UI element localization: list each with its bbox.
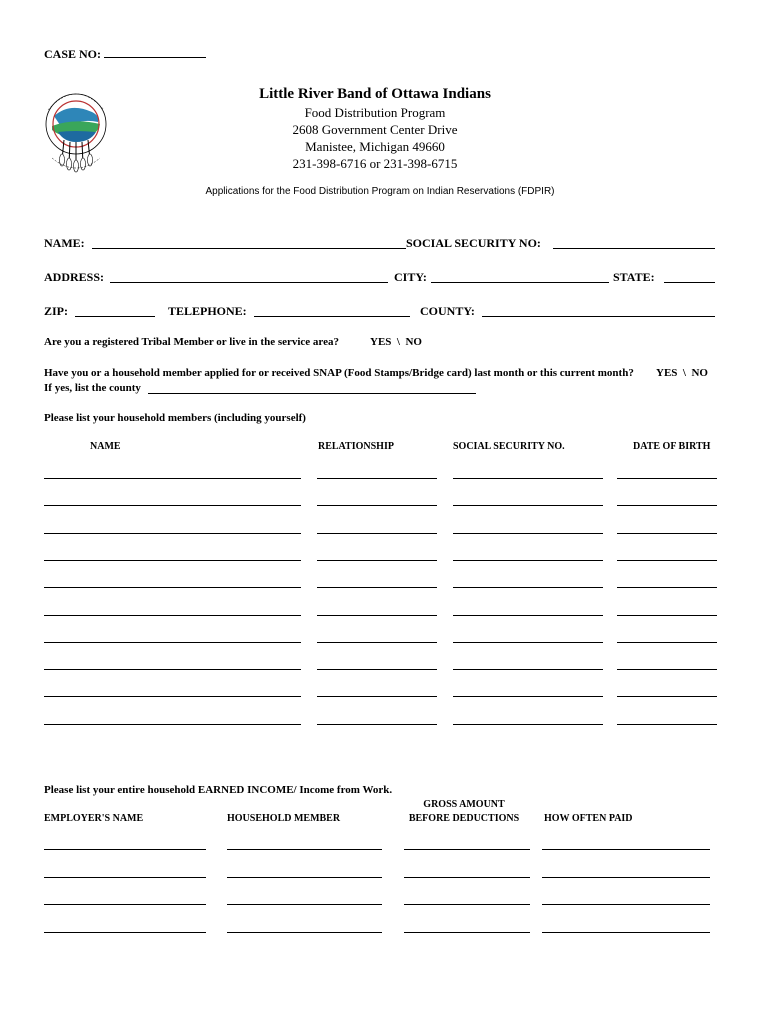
household-row-10-dob-line[interactable] [617,724,717,725]
household-row-2-dob-line[interactable] [617,505,717,506]
household-col-dob: DATE OF BIRTH [633,441,711,452]
household-row-6-dob-line[interactable] [617,615,717,616]
household-row-4-name-line[interactable] [44,560,301,561]
household-row-2-name-line[interactable] [44,505,301,506]
income-col-frequency: HOW OFTEN PAID [544,813,633,824]
state-label: STATE: [613,270,655,284]
household-row-3-name-line[interactable] [44,533,301,534]
household-row-1-relationship-line[interactable] [317,478,437,479]
household-row-9-ssn-line[interactable] [453,696,603,697]
income-row-2-employer-line[interactable] [44,877,206,878]
household-row-9-name-line[interactable] [44,696,301,697]
household-row-5-name-line[interactable] [44,587,301,588]
household-row-8-name-line[interactable] [44,669,301,670]
name-input-line[interactable] [92,248,406,249]
county-input-line[interactable] [482,316,715,317]
ssn-label: SOCIAL SECURITY NO: [406,236,541,250]
household-row-6-ssn-line[interactable] [453,615,603,616]
household-row-7-ssn-line[interactable] [453,642,603,643]
income-row-2-member-line[interactable] [227,877,382,878]
name-label: NAME: [44,236,85,250]
case-number-field [44,46,206,62]
household-row-8-ssn-line[interactable] [453,669,603,670]
household-row-2-ssn-line[interactable] [453,505,603,506]
income-row-4-frequency-line[interactable] [542,932,710,933]
address-line-1: 2608 Government Center Drive [292,122,458,137]
household-row-6-name-line[interactable] [44,615,301,616]
income-col-employer: EMPLOYER'S NAME [44,813,144,824]
household-row-10-ssn-line[interactable] [453,724,603,725]
household-row-9-relationship-line[interactable] [317,696,437,697]
income-row-4-gross-line[interactable] [404,932,530,933]
income-row-1-frequency-line[interactable] [542,849,710,850]
household-title: Please list your household members (including yourself) [44,412,306,424]
income-col-member: HOUSEHOLD MEMBER [227,813,341,824]
income-title: Please list your entire household EARNED INCOME/ Income from Work. [44,784,393,796]
household-row-1-dob-line[interactable] [617,478,717,479]
income-row-1-member-line[interactable] [227,849,382,850]
income-row-4-employer-line[interactable] [44,932,206,933]
case-number-line[interactable] [104,46,206,58]
income-row-2-frequency-line[interactable] [542,877,710,878]
snap-county-input-line[interactable] [148,393,476,394]
city-input-line[interactable] [431,282,609,283]
snap-question: Have you or a household member applied for or received SNAP (Food Stamps/Bridge card) last month or this current month? [44,367,634,379]
income-col-deductions: BEFORE DEDUCTIONS [408,813,520,824]
form-subtitle: Applications for the Food Distribution Program on Indian Reservations (FDPIR) [205,186,555,197]
household-row-1-ssn-line[interactable] [453,478,603,479]
household-col-name: NAME [90,441,121,452]
household-row-4-dob-line[interactable] [617,560,717,561]
household-row-7-relationship-line[interactable] [317,642,437,643]
household-row-1-name-line[interactable] [44,478,301,479]
address-line-2: Manistee, Michigan 49660 [305,139,445,154]
income-row-3-employer-line[interactable] [44,904,206,905]
household-row-3-dob-line[interactable] [617,533,717,534]
income-col-gross: GROSS AMOUNT [423,799,505,810]
tribal-member-options[interactable]: YES \ NO [370,336,422,348]
income-row-3-member-line[interactable] [227,904,382,905]
income-row-3-gross-line[interactable] [404,904,530,905]
household-row-8-relationship-line[interactable] [317,669,437,670]
state-input-line[interactable] [664,282,715,283]
household-row-7-dob-line[interactable] [617,642,717,643]
household-row-10-relationship-line[interactable] [317,724,437,725]
household-row-4-ssn-line[interactable] [453,560,603,561]
case-number-label: CASE NO: [44,47,102,61]
household-col-relationship: RELATIONSHIP [318,441,394,452]
tribal-member-question: Are you a registered Tribal Member or live in the service area? [44,336,340,348]
county-label: COUNTY: [420,304,475,318]
household-row-4-relationship-line[interactable] [317,560,437,561]
household-row-9-dob-line[interactable] [617,696,717,697]
household-row-5-relationship-line[interactable] [317,587,437,588]
income-row-1-gross-line[interactable] [404,849,530,850]
household-row-3-ssn-line[interactable] [453,533,603,534]
program-name: Food Distribution Program [304,105,446,120]
income-row-2-gross-line[interactable] [404,877,530,878]
snap-options[interactable]: YES \ NO [656,367,708,379]
income-row-3-frequency-line[interactable] [542,904,710,905]
household-row-2-relationship-line[interactable] [317,505,437,506]
household-row-7-name-line[interactable] [44,642,301,643]
tribal-seal-icon [40,80,112,178]
ssn-input-line[interactable] [553,248,715,249]
org-title: Little River Band of Ottawa Indians [259,86,491,102]
household-row-5-ssn-line[interactable] [453,587,603,588]
phone-numbers: 231-398-6716 or 231-398-6715 [292,156,458,171]
income-row-4-member-line[interactable] [227,932,382,933]
zip-input-line[interactable] [75,316,155,317]
income-row-1-employer-line[interactable] [44,849,206,850]
address-input-line[interactable] [110,282,388,283]
snap-county-question: If yes, list the county [44,382,141,394]
household-row-6-relationship-line[interactable] [317,615,437,616]
household-col-ssn: SOCIAL SECURITY NO. [453,441,565,452]
household-row-3-relationship-line[interactable] [317,533,437,534]
telephone-label: TELEPHONE: [168,304,247,318]
telephone-input-line[interactable] [254,316,410,317]
household-row-10-name-line[interactable] [44,724,301,725]
household-row-8-dob-line[interactable] [617,669,717,670]
zip-label: ZIP: [44,304,68,318]
household-row-5-dob-line[interactable] [617,587,717,588]
city-label: CITY: [394,270,427,284]
address-label: ADDRESS: [44,270,105,284]
